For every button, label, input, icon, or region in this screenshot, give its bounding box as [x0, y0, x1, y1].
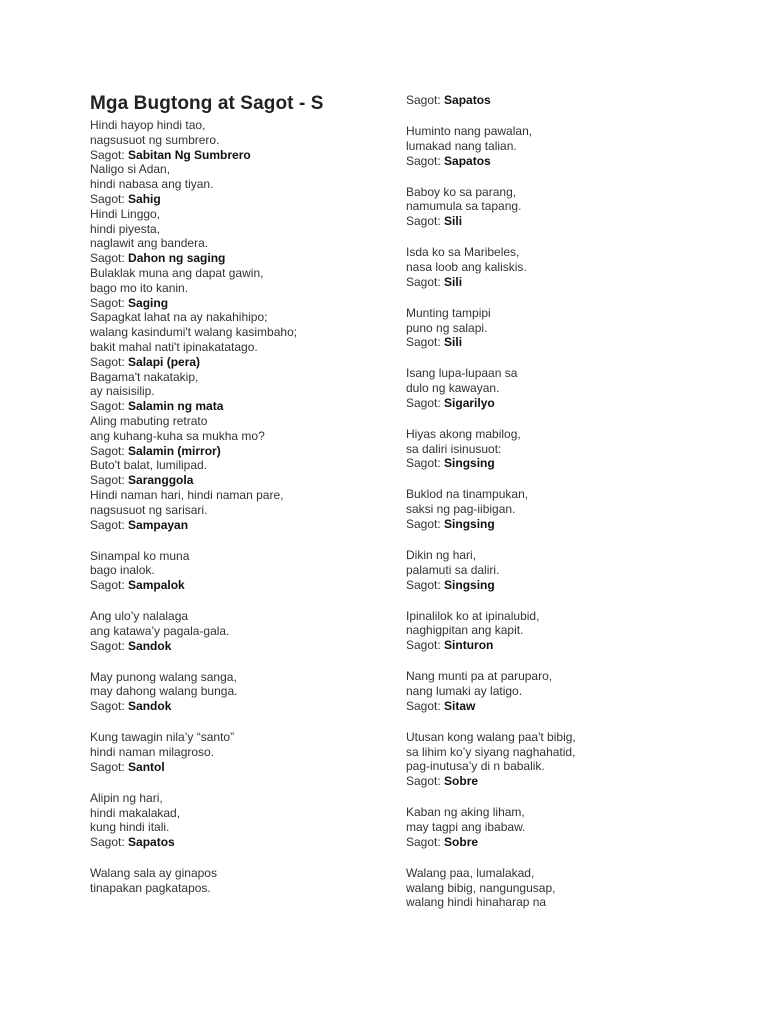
answer-prefix: Sagot: [90, 295, 129, 310]
answer-line [90, 399, 420, 414]
riddle-line: dulo ng kawayan. [406, 381, 500, 396]
answer-line [90, 444, 420, 459]
riddle-line: Walang sala ay ginapos [90, 866, 217, 881]
riddle-line: Bagama't nakatakip, [90, 369, 199, 384]
answer-line [406, 335, 736, 350]
answer-text: Sahig [128, 191, 161, 206]
riddle-line: Hindi Linggo, [90, 206, 161, 221]
answer-prefix: Sagot: [90, 638, 129, 653]
riddle-entry [90, 310, 420, 369]
answer-line [90, 518, 420, 533]
riddle-entry [90, 370, 420, 414]
riddle-entry [90, 609, 420, 670]
riddle-line: Munting tampipi [406, 305, 491, 320]
entry-spacer [406, 411, 736, 427]
answer-line [406, 456, 736, 471]
answer-line [90, 251, 420, 266]
answer-text: Sitaw [444, 698, 476, 713]
riddle-line: puno ng salapi. [406, 320, 488, 335]
riddle-line: walang hindi hinaharap na [406, 895, 547, 910]
answer-prefix: Sagot: [406, 274, 445, 289]
answer-line [406, 638, 736, 653]
entry-spacer [406, 108, 736, 124]
answer-prefix: Sagot: [406, 214, 445, 229]
answer-prefix: Sagot: [406, 834, 445, 849]
riddle-line: Hiyas akong mabilog, [406, 426, 521, 441]
riddle-column-left [90, 118, 420, 896]
answer-prefix: Sagot: [406, 335, 445, 350]
answer-line [90, 148, 420, 163]
answer-text: Sapatos [128, 835, 175, 850]
riddle-line: walang kasindumi't walang kasimbaho; [90, 325, 298, 340]
answer-text: Sili [444, 274, 463, 289]
riddle-entry [90, 670, 420, 731]
answer-text: Sampayan [128, 517, 189, 532]
answer-text: Salamin (mirror) [128, 443, 221, 458]
riddle-entry [90, 162, 420, 206]
riddle-entry [406, 805, 736, 866]
entry-spacer [406, 789, 736, 805]
riddle-line: Kaban ng aking liham, [406, 805, 525, 820]
riddle-line: naghigpitan ang kapit. [406, 623, 524, 638]
entry-spacer [406, 471, 736, 487]
riddle-entry [406, 548, 736, 609]
riddle-line: sa lihim ko’y siyang naghahatid, [406, 744, 576, 759]
riddle-line: Sapagkat lahat na ay nakahihipo; [90, 310, 268, 325]
answer-line [406, 396, 736, 411]
answer-prefix: Sagot: [406, 638, 445, 653]
riddle-entry [90, 118, 420, 162]
riddle-line: hindi piyesta, [90, 221, 161, 236]
riddle-line: Kung tawagin nila’y “santo” [90, 730, 235, 745]
answer-line [90, 473, 420, 488]
answer-line [406, 154, 736, 169]
answer-text: Sapatos [444, 93, 491, 107]
riddle-line: bakit mahal nati't ipinakatatago. [90, 339, 258, 354]
riddle-entry [90, 266, 420, 310]
entry-spacer [90, 593, 420, 609]
riddle-line: Sinampal ko muna [90, 548, 190, 563]
answer-text: Saranggola [128, 473, 194, 488]
riddle-line: Huminto nang pawalan, [406, 123, 533, 138]
riddle-line: may dahong walang bunga. [90, 684, 238, 699]
answer-prefix: Sagot: [406, 153, 445, 168]
riddle-line: saksi ng pag-iibigan. [406, 502, 516, 517]
entry-spacer [406, 168, 736, 184]
riddle-line: Alipin ng hari, [90, 790, 163, 805]
riddle-line: kung hindi itali. [90, 820, 170, 835]
riddle-line: namumula sa tapang. [406, 199, 522, 214]
answer-line [90, 835, 420, 850]
answer-text: Sandok [128, 638, 172, 653]
answer-line [90, 192, 420, 207]
riddle-line: palamuti sa daliri. [406, 562, 500, 577]
answer-line [90, 639, 420, 654]
entry-spacer [406, 290, 736, 306]
riddle-line: may tagpi ang ibabaw. [406, 819, 526, 834]
riddle-line: nagsusuot ng sumbrero. [90, 132, 220, 147]
answer-text: Dahon ng saging [128, 251, 226, 266]
riddle-line: nagsusuot ng sarisari. [90, 502, 208, 517]
answer-prefix: Sagot: [406, 517, 445, 532]
riddle-line: Baboy ko sa parang, [406, 184, 517, 199]
answer-prefix: Sagot: [90, 473, 129, 488]
answer-text: Sampalok [128, 578, 185, 593]
riddle-line: Hindi naman hari, hindi naman pare, [90, 487, 284, 502]
entry-spacer [90, 653, 420, 669]
answer-prefix: Sagot: [90, 578, 129, 593]
answer-line [406, 835, 736, 850]
riddle-line: Ipinalilok ko at ipinalubid, [406, 608, 540, 623]
answer-line [406, 699, 736, 714]
riddle-line: Hindi hayop hindi tao, [90, 118, 206, 132]
answer-text: Sobre [444, 834, 479, 849]
answer-prefix: Sagot: [90, 699, 129, 714]
riddle-line: Ang ulo’y nalalaga [90, 609, 189, 624]
riddle-line: bago mo ito kanin. [90, 280, 189, 295]
riddle-line: naglawit ang bandera. [90, 236, 209, 251]
answer-text: Singsing [444, 456, 495, 471]
riddle-line: Buklod na tinampukan, [406, 487, 529, 502]
riddle-entry [90, 791, 420, 866]
answer-prefix: Sagot: [406, 395, 445, 410]
answer-line [406, 774, 736, 789]
riddle-line: Nang munti pa at paruparo, [406, 669, 553, 684]
answer-text: Sinturon [444, 638, 494, 653]
riddle-line: Aling mabuting retrato [90, 413, 208, 428]
answer-text: Saging [128, 295, 169, 310]
riddle-line: nang lumaki ay latigo. [406, 683, 523, 698]
riddle-line: Walang paa, lumalakad, [406, 865, 535, 880]
answer-line [406, 275, 736, 290]
answer-line [406, 578, 736, 593]
riddle-line: walang bibig, nangungusap, [406, 880, 556, 895]
riddle-entry [90, 730, 420, 791]
riddle-line: Bulaklak muna ang dapat gawin, [90, 265, 264, 280]
riddle-entry [90, 414, 420, 458]
answer-text: Salapi (pera) [128, 354, 201, 369]
answer-prefix: Sagot: [90, 251, 129, 266]
riddle-entry [406, 185, 736, 246]
entry-spacer [406, 229, 736, 245]
riddle-entry [406, 245, 736, 306]
riddle-line: ang katawa’y pagala-gala. [90, 623, 230, 638]
riddle-entry [90, 866, 420, 896]
answer-prefix: Sagot: [90, 354, 129, 369]
riddle-entry [406, 427, 736, 488]
riddle-line: hindi makalakad, [90, 805, 181, 820]
entry-spacer [406, 350, 736, 366]
riddle-line: lumakad nang talian. [406, 138, 517, 153]
answer-text: Singsing [444, 577, 495, 592]
answer-prefix: Sagot: [90, 191, 129, 206]
answer-line [90, 578, 420, 593]
riddle-line: Isang lupa-lupaan sa [406, 366, 518, 381]
riddle-entry [406, 866, 736, 910]
answer-prefix: Sagot: [90, 399, 129, 414]
answer-prefix: Sagot: [406, 577, 445, 592]
riddle-line: bago inalok. [90, 563, 155, 578]
riddle-line: sa daliri isinusuot: [406, 441, 502, 456]
answer-text: Sabitan Ng Sumbrero [128, 147, 251, 162]
riddle-entry [90, 549, 420, 610]
riddle-entry [406, 124, 736, 185]
riddle-line: tinapakan pagkatapos. [90, 880, 211, 895]
answer-line [406, 214, 736, 229]
riddle-line: ang kuhang-kuha sa mukha mo? [90, 428, 265, 443]
entry-spacer [90, 850, 420, 866]
answer-text: Singsing [444, 517, 495, 532]
entry-spacer [406, 850, 736, 866]
answer-line [90, 699, 420, 714]
answer-text: Salamin ng mata [128, 399, 224, 414]
riddle-line: Buto't balat, lumilipad. [90, 458, 208, 473]
riddle-entry [406, 609, 736, 670]
riddle-line: Isda ko sa Maribeles, [406, 245, 520, 260]
riddle-line: Utusan kong walang paa't bibig, [406, 729, 576, 744]
riddle-line: Dikin ng hari, [406, 548, 477, 563]
answer-line [90, 296, 420, 311]
answer-line [90, 760, 420, 775]
riddle-entry [406, 93, 736, 124]
answer-prefix: Sagot: [406, 774, 445, 789]
answer-text: Santol [128, 759, 165, 774]
answer-prefix: Sagot: [406, 456, 445, 471]
riddle-entry [90, 488, 420, 549]
riddle-line: hindi nabasa ang tiyan. [90, 177, 214, 192]
answer-text: Sandok [128, 699, 172, 714]
answer-line [90, 355, 420, 370]
answer-text: Sili [444, 335, 463, 350]
answer-line [406, 517, 736, 532]
riddle-line: Naligo si Adan, [90, 162, 171, 177]
riddle-entry [90, 207, 420, 266]
riddle-line: nasa loob ang kaliskis. [406, 259, 527, 274]
entry-spacer [406, 592, 736, 608]
answer-prefix: Sagot: [406, 698, 445, 713]
riddle-entry [406, 366, 736, 427]
answer-prefix: Sagot: [90, 147, 129, 162]
riddle-line: ay naisisilip. [90, 384, 155, 399]
riddle-entry [406, 669, 736, 730]
riddle-entry [406, 306, 736, 367]
answer-text: Sigarilyo [444, 395, 495, 410]
page-title: Mga Bugtong at Sagot - S [90, 93, 324, 114]
riddle-column-right [406, 93, 736, 910]
answer-prefix: Sagot: [90, 443, 129, 458]
riddle-line: pag-inutusa’y di n babalik. [406, 759, 545, 774]
entry-spacer [406, 532, 736, 548]
riddle-line: hindi naman milagroso. [90, 745, 215, 760]
answer-text: Sobre [444, 774, 479, 789]
entry-spacer [90, 532, 420, 548]
answer-line [406, 93, 736, 108]
riddle-entry [90, 458, 420, 488]
entry-spacer [90, 775, 420, 791]
answer-prefix: Sagot: [90, 835, 129, 850]
riddle-entry [406, 730, 736, 805]
answer-prefix: Sagot: [90, 517, 129, 532]
answer-prefix: Sagot: [90, 759, 129, 774]
answer-text: Sili [444, 214, 463, 229]
riddle-entry [406, 487, 736, 548]
entry-spacer [406, 714, 736, 730]
answer-text: Sapatos [444, 153, 491, 168]
entry-spacer [90, 714, 420, 730]
entry-spacer [406, 653, 736, 669]
answer-prefix: Sagot: [406, 93, 445, 107]
riddle-line: May punong walang sanga, [90, 669, 237, 684]
